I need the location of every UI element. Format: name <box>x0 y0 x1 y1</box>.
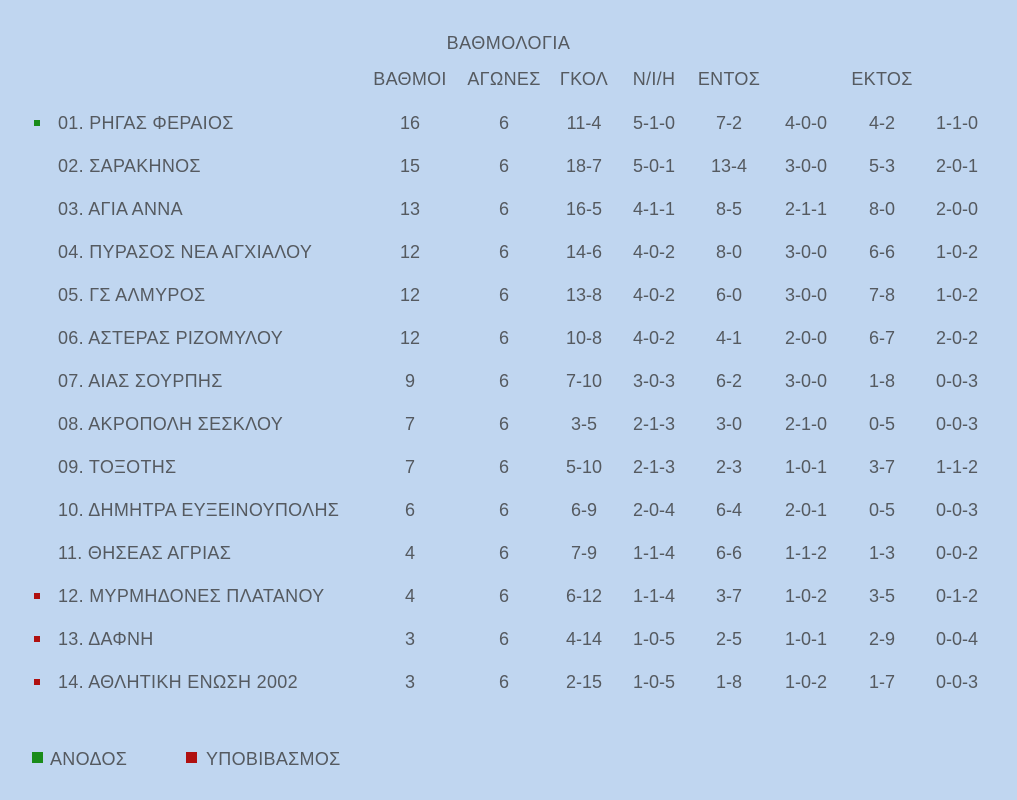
home-goals-cell: 8-5 <box>715 199 743 219</box>
games-cell: 6 <box>498 586 510 606</box>
games-cell: 6 <box>498 113 510 133</box>
team-name: 07. ΑΙΑΣ ΣΟΥΡΠΗΣ <box>58 371 223 391</box>
away-goals-cell: 2-9 <box>868 629 896 649</box>
away-goals-cell: 5-3 <box>868 156 896 176</box>
goals-cell: 6-9 <box>570 500 598 520</box>
away-wdl-cell: 1-1-2 <box>935 457 979 477</box>
table-row <box>0 188 1017 231</box>
away-goals-cell: 0-5 <box>868 500 896 520</box>
away-goals-cell: 6-6 <box>868 242 896 262</box>
table-row <box>0 618 1017 661</box>
relegation-marker <box>34 636 40 642</box>
home-wdl-cell: 3-0-0 <box>784 285 828 305</box>
team-name: 10. ΔΗΜΗΤΡΑ ΕΥΞΕΙΝΟΥΠΟΛΗΣ <box>58 500 340 520</box>
wdl-cell: 2-0-4 <box>632 500 676 520</box>
goals-cell: 6-12 <box>565 586 603 606</box>
games-cell: 6 <box>498 285 510 305</box>
wdl-cell: 5-0-1 <box>632 156 676 176</box>
wdl-cell: 1-0-5 <box>632 629 676 649</box>
header-games: ΑΓΩΝΕΣ <box>467 69 541 89</box>
table-row <box>0 145 1017 188</box>
header-wdl: Ν/Ι/Η <box>632 69 676 89</box>
table-row <box>0 274 1017 317</box>
home-goals-cell: 13-4 <box>710 156 748 176</box>
home-wdl-cell: 2-0-1 <box>784 500 828 520</box>
points-cell: 15 <box>399 156 421 176</box>
table-row <box>0 575 1017 618</box>
home-wdl-cell: 4-0-0 <box>784 113 828 133</box>
relegation-marker <box>34 679 40 685</box>
team-name: 05. ΓΣ ΑΛΜΥΡΟΣ <box>58 285 206 305</box>
away-wdl-cell: 0-0-3 <box>935 414 979 434</box>
promotion-marker <box>34 120 40 126</box>
away-wdl-cell: 2-0-0 <box>935 199 979 219</box>
team-name: 08. ΑΚΡΟΠΟΛΗ ΣΕΣΚΛΟΥ <box>58 414 284 434</box>
table-row <box>0 360 1017 403</box>
goals-cell: 11-4 <box>566 113 602 133</box>
away-wdl-cell: 0-0-3 <box>935 371 979 391</box>
home-goals-cell: 6-6 <box>715 543 743 563</box>
home-goals-cell: 1-8 <box>715 672 743 692</box>
table-row <box>0 231 1017 274</box>
points-cell: 3 <box>404 672 416 692</box>
goals-cell: 3-5 <box>570 414 598 434</box>
away-goals-cell: 1-7 <box>868 672 896 692</box>
points-cell: 12 <box>399 328 421 348</box>
away-goals-cell: 7-8 <box>868 285 896 305</box>
wdl-cell: 1-1-4 <box>632 543 676 563</box>
table-row <box>0 403 1017 446</box>
home-wdl-cell: 1-0-2 <box>784 672 828 692</box>
goals-cell: 4-14 <box>565 629 603 649</box>
table-title: ΒΑΘΜΟΛΟΓΙΑ <box>446 33 571 53</box>
relegation-marker <box>34 593 40 599</box>
table-row <box>0 489 1017 532</box>
away-goals-cell: 3-7 <box>868 457 896 477</box>
games-cell: 6 <box>498 457 510 477</box>
home-goals-cell: 6-2 <box>715 371 743 391</box>
home-goals-cell: 8-0 <box>715 242 743 262</box>
games-cell: 6 <box>498 500 510 520</box>
goals-cell: 18-7 <box>565 156 603 176</box>
games-cell: 6 <box>498 414 510 434</box>
goals-cell: 10-8 <box>565 328 603 348</box>
team-name: 01. ΡΗΓΑΣ ΦΕΡΑΙΟΣ <box>58 113 234 133</box>
points-cell: 6 <box>404 500 416 520</box>
header-goals: ΓΚΟΛ <box>559 69 609 89</box>
header-away: ΕΚΤΟΣ <box>851 69 913 89</box>
games-cell: 6 <box>498 328 510 348</box>
home-wdl-cell: 2-1-1 <box>784 199 828 219</box>
home-wdl-cell: 1-0-1 <box>784 457 828 477</box>
goals-cell: 5-10 <box>565 457 603 477</box>
team-name: 04. ΠΥΡΑΣΟΣ ΝΕΑ ΑΓΧΙΑΛΟΥ <box>58 242 313 262</box>
games-cell: 6 <box>498 242 510 262</box>
away-wdl-cell: 1-1-0 <box>935 113 979 133</box>
relegation-legend-label: ΥΠΟΒΙΒΑΣΜΟΣ <box>206 749 341 769</box>
points-cell: 12 <box>399 285 421 305</box>
away-wdl-cell: 0-0-3 <box>935 500 979 520</box>
points-cell: 7 <box>404 457 416 477</box>
goals-cell: 14-6 <box>565 242 603 262</box>
relegation-legend-marker <box>186 752 197 763</box>
home-wdl-cell: 3-0-0 <box>784 371 828 391</box>
table-row <box>0 661 1017 704</box>
header-points: ΒΑΘΜΟΙ <box>373 69 447 89</box>
goals-cell: 16-5 <box>565 199 603 219</box>
points-cell: 3 <box>404 629 416 649</box>
away-goals-cell: 1-8 <box>868 371 896 391</box>
goals-cell: 7-9 <box>570 543 598 563</box>
home-goals-cell: 3-7 <box>715 586 743 606</box>
standings-table <box>0 102 1017 704</box>
away-wdl-cell: 1-0-2 <box>935 242 979 262</box>
table-row <box>0 446 1017 489</box>
away-wdl-cell: 2-0-2 <box>935 328 979 348</box>
home-goals-cell: 6-4 <box>715 500 743 520</box>
away-wdl-cell: 0-0-4 <box>935 629 979 649</box>
goals-cell: 13-8 <box>565 285 603 305</box>
team-name: 09. ΤΟΞΟΤΗΣ <box>58 457 177 477</box>
team-name: 14. ΑΘΛΗΤΙΚΗ ΕΝΩΣΗ 2002 <box>58 672 298 692</box>
promotion-legend-marker <box>32 752 43 763</box>
legend <box>0 749 1017 773</box>
header-home: ΕΝΤΟΣ <box>697 69 761 89</box>
wdl-cell: 4-1-1 <box>632 199 676 219</box>
team-name: 03. ΑΓΙΑ ΑΝΝΑ <box>58 199 183 219</box>
home-goals-cell: 3-0 <box>715 414 743 434</box>
promotion-legend-label: ΑΝΟΔΟΣ <box>50 749 128 769</box>
home-wdl-cell: 2-1-0 <box>784 414 828 434</box>
wdl-cell: 1-0-5 <box>632 672 676 692</box>
table-row <box>0 317 1017 360</box>
home-wdl-cell: 1-1-2 <box>784 543 828 563</box>
table-row <box>0 532 1017 575</box>
wdl-cell: 2-1-3 <box>632 457 676 477</box>
away-goals-cell: 8-0 <box>868 199 896 219</box>
away-goals-cell: 0-5 <box>868 414 896 434</box>
away-wdl-cell: 0-0-3 <box>935 672 979 692</box>
games-cell: 6 <box>498 156 510 176</box>
team-name: 02. ΣΑΡΑΚΗΝΟΣ <box>58 156 201 176</box>
away-goals-cell: 4-2 <box>868 113 896 133</box>
table-row <box>0 102 1017 145</box>
points-cell: 9 <box>404 371 416 391</box>
team-name: 11. ΘΗΣΕΑΣ ΑΓΡΙΑΣ <box>58 543 232 563</box>
team-name: 13. ΔΑΦΝΗ <box>58 629 154 649</box>
away-goals-cell: 1-3 <box>868 543 896 563</box>
home-wdl-cell: 3-0-0 <box>784 242 828 262</box>
home-goals-cell: 7-2 <box>715 113 743 133</box>
wdl-cell: 1-1-4 <box>632 586 676 606</box>
team-name: 12. ΜΥΡΜΗΔΟΝΕΣ ΠΛΑΤΑΝΟΥ <box>58 586 325 606</box>
away-wdl-cell: 0-1-2 <box>935 586 979 606</box>
away-wdl-cell: 0-0-2 <box>935 543 979 563</box>
home-wdl-cell: 2-0-0 <box>784 328 828 348</box>
games-cell: 6 <box>498 543 510 563</box>
goals-cell: 2-15 <box>565 672 603 692</box>
wdl-cell: 4-0-2 <box>632 285 676 305</box>
points-cell: 4 <box>404 586 416 606</box>
points-cell: 12 <box>399 242 421 262</box>
points-cell: 16 <box>399 113 421 133</box>
home-wdl-cell: 1-0-1 <box>784 629 828 649</box>
points-cell: 13 <box>399 199 421 219</box>
wdl-cell: 2-1-3 <box>632 414 676 434</box>
home-goals-cell: 2-3 <box>715 457 743 477</box>
games-cell: 6 <box>498 371 510 391</box>
games-cell: 6 <box>498 629 510 649</box>
goals-cell: 7-10 <box>565 371 603 391</box>
team-name: 06. ΑΣΤΕΡΑΣ ΡΙΖΟΜΥΛΟΥ <box>58 328 284 348</box>
points-cell: 4 <box>404 543 416 563</box>
wdl-cell: 3-0-3 <box>632 371 676 391</box>
away-goals-cell: 6-7 <box>868 328 896 348</box>
away-goals-cell: 3-5 <box>868 586 896 606</box>
home-goals-cell: 2-5 <box>715 629 743 649</box>
games-cell: 6 <box>498 199 510 219</box>
away-wdl-cell: 2-0-1 <box>935 156 979 176</box>
home-wdl-cell: 1-0-2 <box>784 586 828 606</box>
wdl-cell: 5-1-0 <box>632 113 676 133</box>
points-cell: 7 <box>404 414 416 434</box>
wdl-cell: 4-0-2 <box>632 242 676 262</box>
home-wdl-cell: 3-0-0 <box>784 156 828 176</box>
home-goals-cell: 6-0 <box>715 285 743 305</box>
games-cell: 6 <box>498 672 510 692</box>
wdl-cell: 4-0-2 <box>632 328 676 348</box>
home-goals-cell: 4-1 <box>715 328 743 348</box>
away-wdl-cell: 1-0-2 <box>935 285 979 305</box>
